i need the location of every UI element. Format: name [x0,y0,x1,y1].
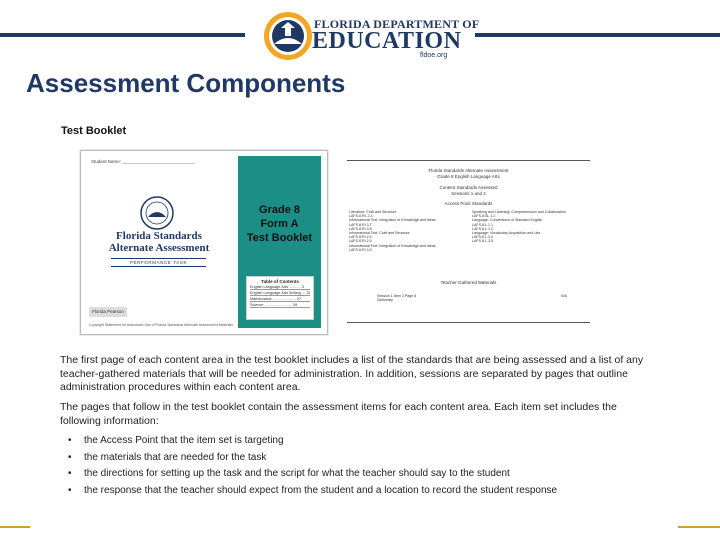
tgm-row-2: Dictionary [377,298,393,302]
std-left-item: Informational Text: Craft and Structure [349,231,410,236]
booklet-label: Test Booklet [246,232,313,244]
cover-subtitle: PERFORMANCE TASK [111,258,206,267]
std-left-item: LAFS.8.RI.3.9 [349,247,372,252]
paragraph-2: The pages that follow in the test booklet contain the assessment items for each content area. Each item set includes the following information: [60,401,617,427]
std-right-column [472,210,566,244]
cover-title-line-2: Alternate Assessment [108,241,210,254]
cover-teal-panel [238,156,321,328]
std-left-item: LAFS.8.RI.2.4 [349,235,372,240]
std-left-item: LAFS.8.RI.3.7 [349,222,372,227]
toc-row: Science .......................... 39 [250,303,310,308]
std-heading-3: Content Standards Assessed [439,185,498,190]
std-right-item: LAFS.8.SL.1.2 [472,214,496,219]
publisher-logo: Florida Pearson [89,307,127,317]
std-left-item: Informational Text: Integration of Knowledge and Ideas [349,218,436,223]
std-heading-2: Grade 8 English Language Arts [437,174,500,179]
cover-footer: Copyright Statement for Authorized Use of Florida Standards Alternate Assessment Materials [89,323,233,327]
std-right-item: LAFS.8.L.1.2 [472,226,493,231]
std-right-item: LAFS.8.L.1.1 [472,222,493,227]
list-item: • the response that the teacher should expect from the student and a location to record the student response [60,483,660,500]
slide-title: Assessment Components [26,68,346,98]
footer-rule-right [678,526,720,528]
tgm-row-left: Session 1 Item 3 Page 8 [377,294,417,298]
teacher-materials-heading: Teacher-Gathered Materials [440,280,497,285]
grade-label: Grade 8 [259,204,300,216]
paragraph-1: The first page of each content area in the test booklet includes a list of the standards that are being assessed and a list of any teacher-gathered materials that will be needed for administration. In addition, sessions are separated by pages that outline administration procedures within each content area. [60,354,644,393]
std-heading-4: Sessions 1 and 2 [451,191,486,196]
page-rule-bottom [347,322,590,323]
footer-rule-left [0,526,30,528]
tgm-row-right: N/A [561,294,567,298]
std-left-item: LAFS.8.RI.2.5 [349,239,372,244]
std-right-item: Language: Conventions of Standard English [472,218,543,223]
std-left-item: LAFS.8.RI.3.8 [349,226,372,231]
form-label: Form A [260,218,299,230]
logo-url: fldoe.org [420,52,448,59]
test-booklet-cover-image [80,150,328,335]
sunrise-icon [262,6,314,64]
toc-row: English Language Arts Writing ... 15 [250,291,310,295]
std-col-title: Access Point Standards [444,201,493,206]
std-right-item: LAFS.8.L.3.4 [472,235,493,240]
toc-row: English Language Arts ........... 3 [250,285,310,290]
std-left-column [349,210,436,252]
std-heading-1: Florida Standards Alternate Assessment [428,168,509,173]
page-rule-top [347,160,590,161]
teacher-materials-row [377,294,567,302]
std-right-item: LAFS.8.L.3.5 [472,239,493,244]
standards-page-image [347,158,590,323]
cover-title [89,231,229,254]
header-rule-left [0,33,245,37]
list-item: • the directions for setting up the task and the script for what the teacher should say to the student [60,466,660,483]
seal-icon [139,195,175,231]
logo-top-text: FLORIDA DEPARTMENT OF [314,17,480,31]
section-label: Test Booklet [61,125,127,137]
table-of-contents-box [246,276,314,320]
std-left-item: LAFS.8.RL.2.4 [349,214,373,219]
std-left-item: Literature: Craft and Structure [349,210,397,214]
std-right-item: Language: Vocabulary Acquisition and Use [472,231,541,236]
header-rule-right [475,33,720,37]
logo-main-text: EDUCATION [312,28,462,54]
std-right-item: Speaking and Listening: Comprehension and Collaboration [472,210,566,214]
std-left-item: Informational Text: Integration of Knowledge and Ideas [349,243,436,248]
toc-row: Mathematics ...................... 27 [250,297,310,302]
cover-title-line-1: Florida Standards [116,230,202,242]
grade-form-block [238,203,321,245]
toc-title: Table of Contents [261,279,299,284]
student-name-line: Student Name: _____________________________ [91,159,195,164]
list-item: • the Access Point that the item set is targeting [60,433,660,450]
list-item: • the materials that are needed for the task [60,450,660,467]
fldoe-logo [262,6,480,64]
item-info-list [60,433,660,499]
